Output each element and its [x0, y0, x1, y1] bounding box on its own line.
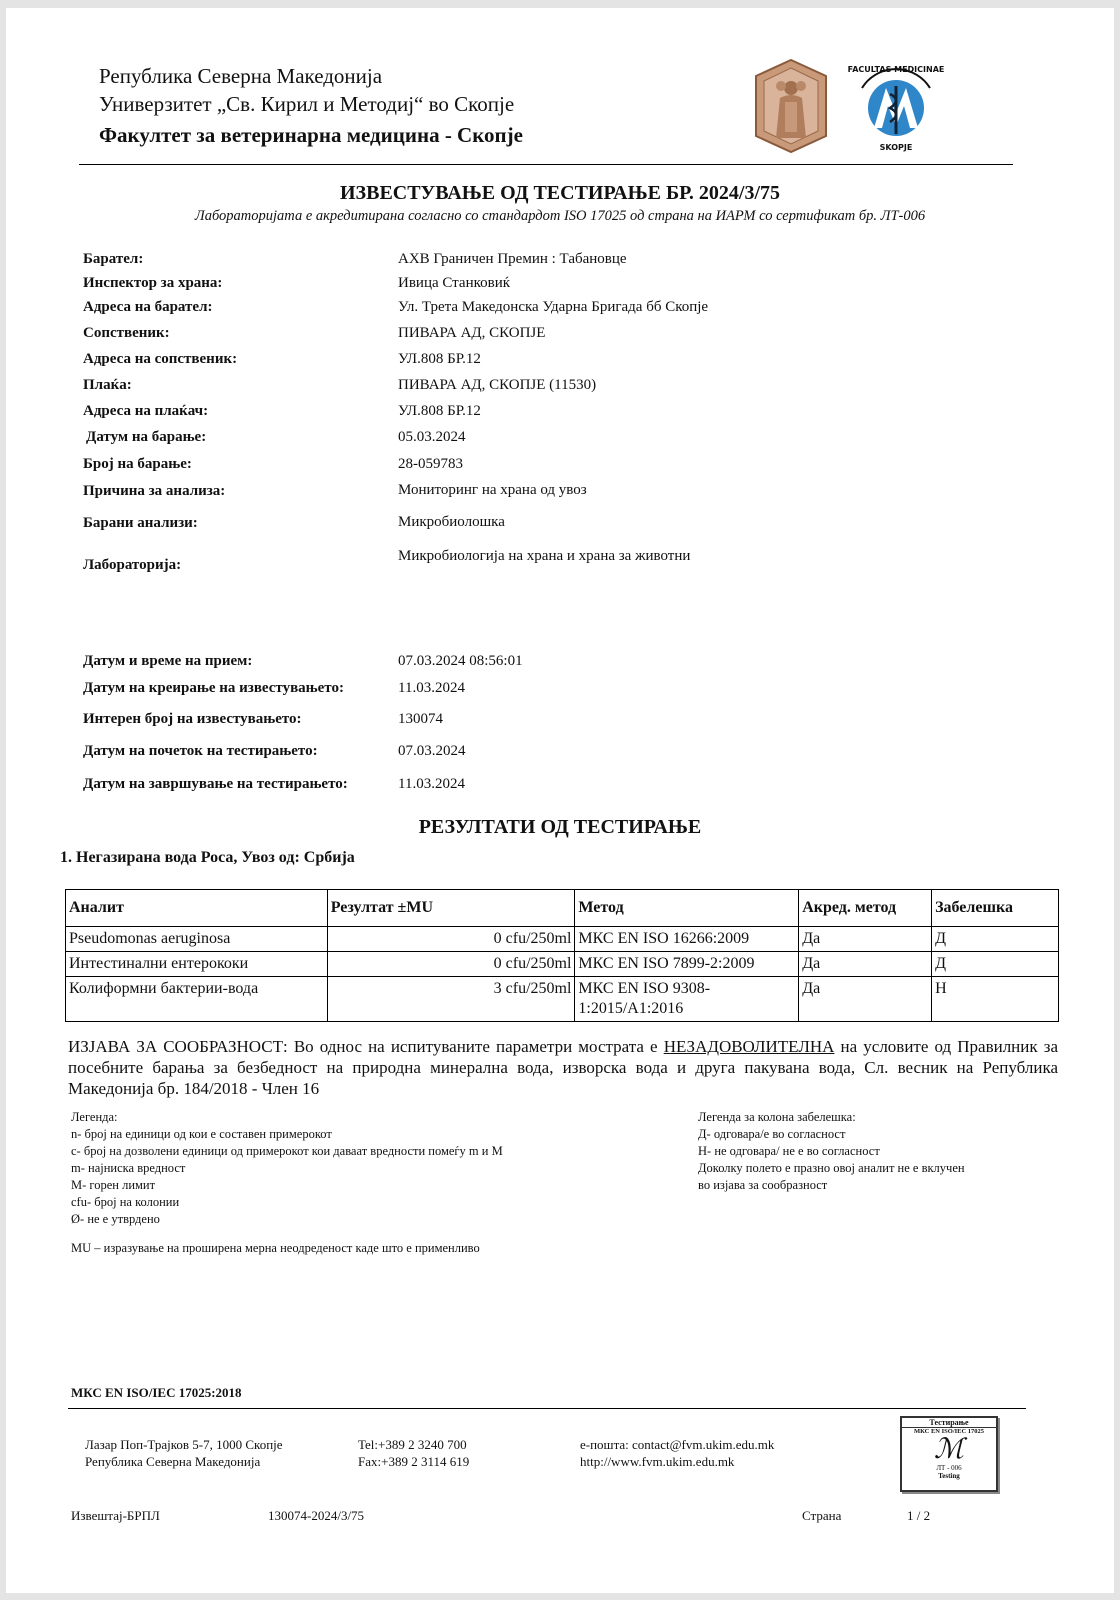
legend-line: Легенда:	[71, 1110, 118, 1124]
legend-line: M- горен лимит	[71, 1178, 156, 1192]
legend-line: Ø- не е утврдено	[71, 1212, 160, 1226]
info-value: ПИВАРА АД, СКОПЈЕ	[398, 325, 546, 341]
badge-bottom: Testing	[938, 1472, 960, 1480]
info-label: Лабораторија:	[83, 557, 182, 573]
header-university: Универзитет „Св. Кирил и Методиј“ во Скопје	[99, 92, 515, 116]
info-label: Датум на барање:	[86, 429, 207, 445]
page-label: Страна	[802, 1508, 842, 1523]
legend-line: во изјава за сообразност	[698, 1178, 828, 1192]
column-header: Акред. метод	[799, 890, 932, 927]
accredited-cell: Да	[799, 977, 932, 1022]
note-cell: Н	[932, 977, 1059, 1022]
analyte-cell: Интестинални ентерококи	[66, 952, 328, 977]
header-faculty: Факултет за ветеринарна медицина - Скопје	[99, 123, 523, 147]
info-label: Адреса на плаќач:	[83, 403, 209, 419]
statement-verdict: НЕЗАДОВОЛИТЕЛНА	[663, 1037, 835, 1056]
legend-line: Д- одговара/е во согласност	[698, 1127, 846, 1141]
statement-text: ИЗЈАВА ЗА СООБРАЗНОСТ: Во однос на испитуваните параметри мострата е	[68, 1037, 664, 1056]
badge-standard: МКС EN ISO/IEC 17025	[913, 1428, 985, 1435]
date-value: 11.03.2024	[398, 776, 465, 792]
footer-web: http://www.fvm.ukim.edu.mk	[580, 1454, 735, 1469]
result-cell: 3 cfu/250ml	[327, 977, 575, 1022]
note-cell: Д	[932, 952, 1059, 977]
date-label: Датум и време на прием:	[83, 653, 253, 669]
statement-text: на условите од Правилник за посебните барања за безбедност на природна минерална вода, изворска вода и друга пакувана вода, Сл. весник на Република Македонија бр. 184/2018 - Член 16	[68, 1037, 1058, 1098]
accredited-cell: Да	[799, 927, 932, 952]
header-country: Република Северна Македонија	[99, 64, 383, 88]
footer-tel: Tel:+389 2 3240 700	[358, 1437, 467, 1452]
faculty-logo	[848, 58, 944, 154]
table-row	[66, 952, 1059, 977]
info-label: Адреса на сопственик:	[83, 351, 238, 367]
university-seal-logo	[752, 58, 830, 154]
document-code: Извештај-БРПЛ	[71, 1508, 160, 1523]
method-cell: МКС EN ISO 9308-1:2015/A1:2016	[575, 977, 799, 1022]
info-label: Причина за анализа:	[83, 483, 226, 499]
info-value: 05.03.2024	[398, 429, 466, 445]
date-label: Интерен број на известувањето:	[83, 711, 302, 727]
report-page	[6, 8, 1114, 1593]
svg-text:SKOPJE: SKOPJE	[879, 143, 913, 152]
date-value: 11.03.2024	[398, 680, 465, 696]
result-cell: 0 cfu/250ml	[327, 927, 575, 952]
result-cell: 0 cfu/250ml	[327, 952, 575, 977]
page-number: 1 / 2	[907, 1508, 931, 1523]
info-value: Ивица Станковиќ	[398, 275, 511, 291]
analyte-cell: Колиформни бактерии-вода	[66, 977, 328, 1022]
accredited-cell: Да	[799, 952, 932, 977]
badge-top: Тестирање	[902, 1418, 996, 1428]
info-label: Плаќа:	[83, 377, 132, 393]
info-label: Барани анализи:	[83, 515, 198, 531]
mu-note: MU – изразување на проширена мерна неодреденост каде што е применливо	[71, 1241, 480, 1255]
method-cell: МКС EN ISO 7899-2:2009	[575, 952, 799, 977]
column-header: Забелешка	[932, 890, 1059, 927]
date-value: 07.03.2024 08:56:01	[398, 653, 523, 669]
badge-code: ЛТ - 006	[936, 1464, 962, 1472]
date-label: Датум на завршување на тестирањето:	[83, 776, 348, 792]
info-value: Мониторинг на храна од увоз	[398, 482, 587, 498]
date-value: 07.03.2024	[398, 743, 466, 759]
info-label: Барател:	[83, 251, 144, 267]
conformity-statement	[68, 1036, 1058, 1099]
footer-divider	[68, 1408, 1026, 1409]
badge-emblem-icon: ℳ	[934, 1434, 964, 1465]
analyte-cell: Pseudomonas aeruginosa	[66, 927, 328, 952]
legend-left	[71, 1109, 503, 1228]
info-label: Адреса на барател:	[83, 299, 213, 315]
results-title: РЕЗУЛТАТИ ОД ТЕСТИРАЊЕ	[418, 816, 702, 838]
info-value: УЛ.808 БР.12	[398, 351, 481, 367]
sample-title: 1. Негазирана вода Роса, Увоз од: Србија	[60, 849, 355, 866]
accreditation-badge	[900, 1416, 998, 1492]
table-header-row	[66, 890, 1059, 927]
info-value: АХВ Граничен Премин : Табановце	[398, 251, 627, 267]
column-header: Метод	[575, 890, 799, 927]
column-header: Резултат ±MU	[327, 890, 575, 927]
info-value: Микробиолошка	[398, 514, 505, 530]
report-title: ИЗВЕСТУВАЊЕ ОД ТЕСТИРАЊЕ БР. 2024/3/75	[339, 182, 781, 204]
note-cell: Д	[932, 927, 1059, 952]
footer-address: Лазар Поп-Трајков 5-7, 1000 Скопје	[85, 1437, 283, 1452]
document-number: 130074-2024/3/75	[268, 1508, 365, 1523]
column-header: Аналит	[66, 890, 328, 927]
info-value: ПИВАРА АД, СКОПЈЕ (11530)	[398, 377, 597, 393]
info-value: 28-059783	[398, 456, 463, 472]
standard-label: МКС EN ISO/IEC 17025:2018	[71, 1385, 242, 1400]
legend-line: cfu- број на колонии	[71, 1195, 180, 1209]
method-cell: МКС EN ISO 16266:2009	[575, 927, 799, 952]
table-row	[66, 927, 1059, 952]
table-row	[66, 977, 1059, 1022]
legend-line: n- број на единици од кои е составен примерокот	[71, 1127, 332, 1141]
footer-email: e-пошта: contact@fvm.ukim.edu.mk	[580, 1437, 775, 1452]
footer-fax: Fax:+389 2 3114 619	[358, 1454, 470, 1469]
results-table	[65, 889, 1059, 1022]
info-value: Ул. Трета Македонска Ударна Бригада бб Скопје	[398, 299, 709, 315]
legend-line: Легенда за колона забелешка:	[698, 1110, 856, 1124]
legend-line: m- најниска вредност	[71, 1161, 186, 1175]
legend-line: c- број на дозволени единици од примерокот кои даваат вредности помеѓу m и M	[71, 1144, 503, 1158]
svg-text:FACULTAS MEDICINAE: FACULTAS MEDICINAE	[848, 65, 944, 74]
date-label: Датум на почеток на тестирањето:	[83, 743, 318, 759]
info-label: Инспектор за храна:	[83, 275, 223, 291]
header-divider	[79, 164, 1013, 165]
date-label: Датум на креирање на известувањето:	[83, 680, 344, 696]
footer-country: Република Северна Македонија	[85, 1454, 261, 1469]
info-label: Сопственик:	[83, 325, 170, 341]
accreditation-note: Лабораторијата е акредитирана согласно со стандардот ISO 17025 од страна на ИАРМ со сертификат бр. ЛТ-006	[194, 208, 926, 224]
info-value: УЛ.808 БР.12	[398, 403, 481, 419]
info-label: Број на барање:	[83, 456, 192, 472]
legend-right	[698, 1109, 965, 1194]
legend-line: Н- не одговара/ не е во согласност	[698, 1144, 880, 1158]
date-value: 130074	[398, 711, 443, 727]
legend-line: Доколку полето е празно овој аналит не е вклучен	[698, 1161, 965, 1175]
info-value: Микробиологија на храна и храна за животни	[398, 548, 691, 564]
